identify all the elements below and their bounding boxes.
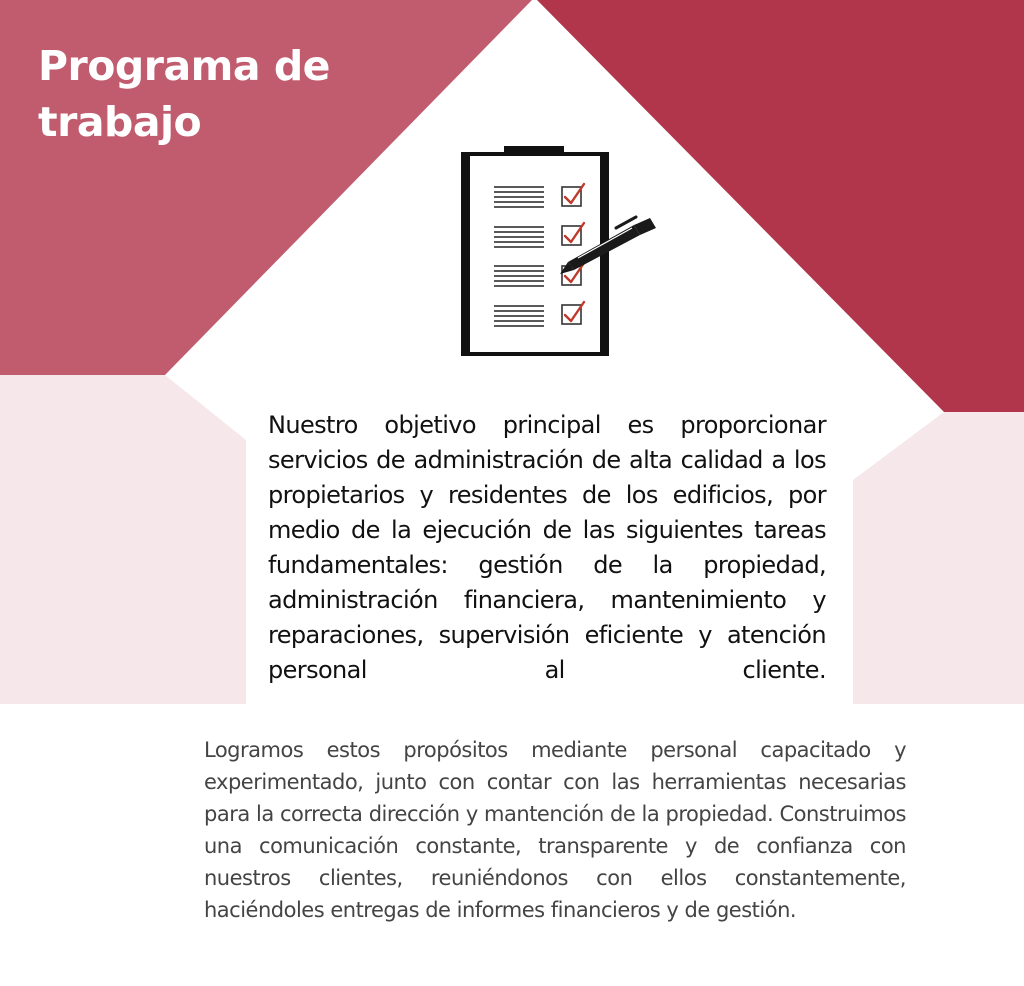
secondary-paragraph: Logramos estos propósitos mediante personal capacitado y experimentado, junto con contar con las herramientas necesarias para la correcta dirección y mantención de la propiedad. Construimos una comunicación constante, transparente y de confianza con nuestros clientes, reuniéndonos con ellos constantemente, haciéndoles entregas de informes financieros y de gestión. bbox=[204, 738, 906, 922]
clipboard-checklist-pen-icon bbox=[456, 142, 662, 362]
page-title: Programa de trabajo bbox=[38, 42, 330, 146]
pale-panel-shape bbox=[0, 375, 246, 704]
pale-panel-shape bbox=[853, 412, 1024, 704]
main-paragraph: Nuestro objetivo principal es proporcionar servicios de administración de alta calidad a los propietarios y residentes de los edificios, por medio de la ejecución de las siguientes tareas fundamentales: gestión de la propiedad, administración financiera, mantenimiento y reparaciones, supervisión eficiente y atención personal al cliente. bbox=[268, 411, 826, 684]
